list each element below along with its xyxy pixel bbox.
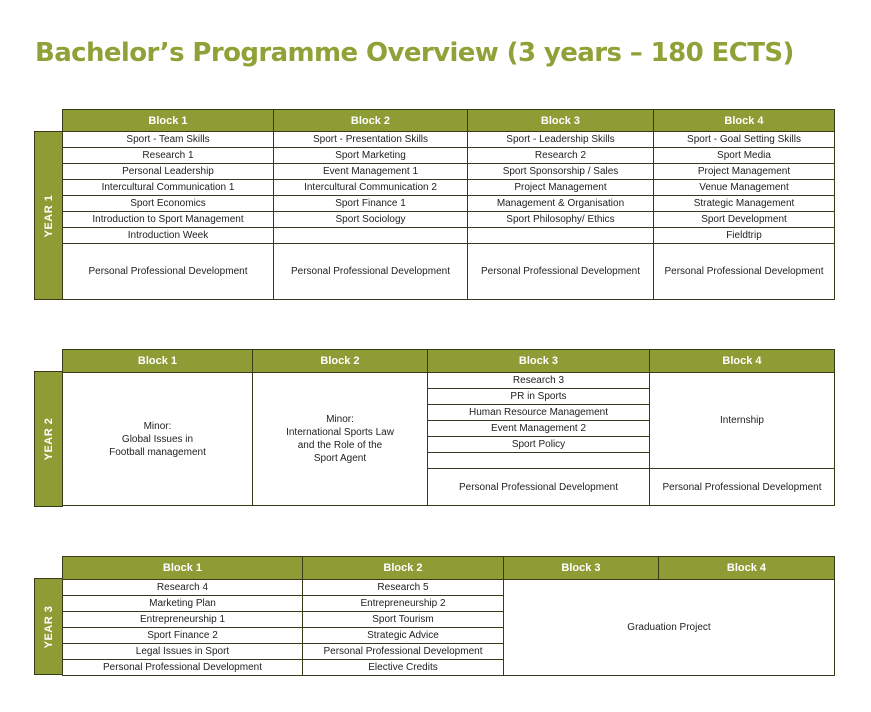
table-row [63, 196, 835, 212]
table-row [63, 164, 835, 180]
year-3-label [34, 578, 63, 675]
course-cell: Management & Organisation [468, 196, 654, 212]
minor-1-line: Football management [109, 446, 206, 458]
course-cell [428, 453, 650, 469]
minor-2-line: and the Role of the [297, 440, 383, 451]
year-3-block-2-header: Block 2 [303, 557, 504, 580]
minor-2-line: International Sports Law [286, 427, 394, 438]
course-cell: Entrepreneurship 2 [303, 596, 504, 612]
course-cell: Sport Sociology [274, 212, 468, 228]
year-1-block-2-header: Block 2 [274, 110, 468, 132]
table-row [63, 180, 835, 196]
minor-2-cell [253, 373, 428, 506]
year-2-table [62, 349, 835, 506]
course-cell: Research 3 [428, 373, 650, 389]
table-row [63, 228, 835, 244]
graduation-project-cell: Graduation Project [504, 580, 835, 676]
course-cell: Personal Professional Development [303, 644, 504, 660]
course-cell: Sport - Team Skills [63, 132, 274, 148]
course-cell: Sport Philosophy/ Ethics [468, 212, 654, 228]
course-cell: Sport Finance 2 [63, 628, 303, 644]
course-cell: Intercultural Communication 2 [274, 180, 468, 196]
course-cell: Personal Professional Development [63, 660, 303, 676]
table-row [63, 580, 835, 596]
table-row [63, 148, 835, 164]
minor-2-line: Sport Agent [313, 453, 367, 464]
year-1-block-3-header: Block 3 [468, 110, 654, 132]
course-cell: Sport Policy [428, 437, 650, 453]
course-cell: PR in Sports [428, 389, 650, 405]
year-2-block-3-header: Block 3 [428, 350, 650, 373]
year-2-text: YEAR 2 [42, 417, 55, 461]
year-3-block-4-header: Block 4 [659, 557, 835, 580]
course-cell: Elective Credits [303, 660, 504, 676]
table-row [63, 212, 835, 228]
course-cell: Personal Leadership [63, 164, 274, 180]
course-cell: Introduction to Sport Management [63, 212, 274, 228]
internship-cell: Internship [650, 373, 835, 469]
course-cell: Research 2 [468, 148, 654, 164]
course-cell: Sport Media [654, 148, 835, 164]
year-2-label [34, 371, 63, 507]
ppd-cell: Personal Professional Development [274, 244, 468, 300]
year-1-table [62, 109, 835, 300]
year-2-block-2-header: Block 2 [253, 350, 428, 373]
year-1-block-1-header: Block 1 [63, 110, 274, 132]
year-1-header-row [63, 110, 835, 132]
course-cell: Sport Economics [63, 196, 274, 212]
course-cell: Sport Marketing [274, 148, 468, 164]
course-cell: Research 5 [303, 580, 504, 596]
course-cell: Venue Management [654, 180, 835, 196]
page-title: Bachelor’s Programme Overview (3 years – 180 ECTS) [35, 38, 794, 68]
year-1-text: YEAR 1 [42, 194, 55, 237]
course-cell: Intercultural Communication 1 [63, 180, 274, 196]
table-row [63, 132, 835, 148]
course-cell: Sport - Goal Setting Skills [654, 132, 835, 148]
course-cell: Entrepreneurship 1 [63, 612, 303, 628]
minor-1-line: Minor: [143, 420, 172, 432]
year-1-block-4-header: Block 4 [654, 110, 835, 132]
table-row [63, 244, 835, 300]
course-cell: Sport Finance 1 [274, 196, 468, 212]
course-cell: Event Management 2 [428, 421, 650, 437]
year-3-block-3-header: Block 3 [504, 557, 659, 580]
course-cell: Sport Tourism [303, 612, 504, 628]
ppd-cell: Personal Professional Development [428, 469, 650, 506]
course-cell: Sport - Presentation Skills [274, 132, 468, 148]
year-2-block-4-header: Block 4 [650, 350, 835, 373]
course-cell: Strategic Management [654, 196, 835, 212]
year-3-block-1-header: Block 1 [63, 557, 303, 580]
year-3-text: YEAR 3 [42, 605, 55, 648]
year-3-header-row [63, 557, 835, 580]
table-row [63, 373, 835, 389]
year-2-header-row [63, 350, 835, 373]
course-cell [468, 228, 654, 244]
course-cell: Marketing Plan [63, 596, 303, 612]
course-cell: Legal Issues in Sport [63, 644, 303, 660]
course-cell: Sport Sponsorship / Sales [468, 164, 654, 180]
course-cell [274, 228, 468, 244]
year-1-label [34, 131, 63, 300]
course-cell: Project Management [468, 180, 654, 196]
minor-1-cell [63, 373, 253, 506]
course-cell: Project Management [654, 164, 835, 180]
ppd-cell: Personal Professional Development [650, 469, 835, 506]
course-cell: Strategic Advice [303, 628, 504, 644]
course-cell: Event Management 1 [274, 164, 468, 180]
course-cell: Human Resource Management [428, 405, 650, 421]
ppd-cell: Personal Professional Development [63, 244, 274, 300]
ppd-cell: Personal Professional Development [468, 244, 654, 300]
course-cell: Sport Development [654, 212, 835, 228]
course-cell: Research 4 [63, 580, 303, 596]
course-cell: Sport - Leadership Skills [468, 132, 654, 148]
year-3-table [62, 556, 835, 676]
course-cell: Fieldtrip [654, 228, 835, 244]
minor-2-line: Minor: [326, 414, 354, 425]
year-2-block-1-header: Block 1 [63, 350, 253, 373]
course-cell: Introduction Week [63, 228, 274, 244]
ppd-cell: Personal Professional Development [654, 244, 835, 300]
course-cell: Research 1 [63, 148, 274, 164]
minor-1-line: Global Issues in [121, 433, 194, 445]
